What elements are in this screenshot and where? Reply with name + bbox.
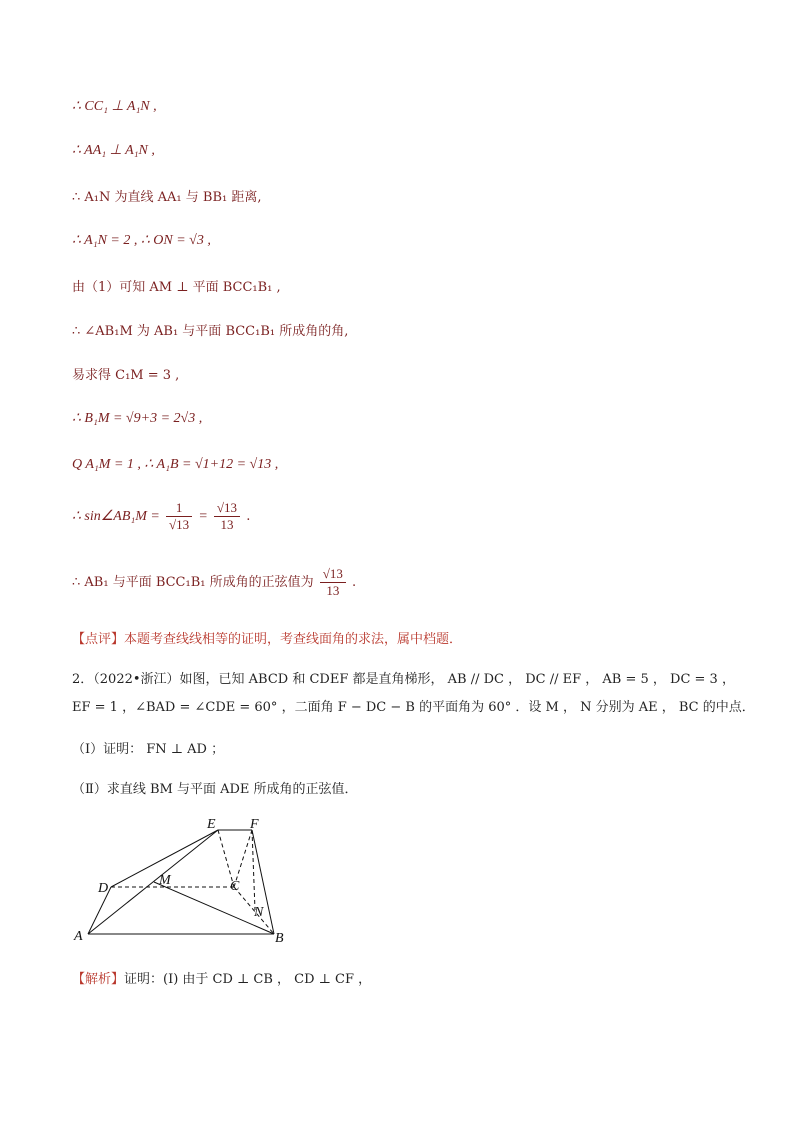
label-N: N [254,905,264,920]
frac-denominator: 13 [326,583,340,598]
label-B: B [275,931,284,946]
solution-text: 证明：(I) 由于 CD ⊥ CB ， CD ⊥ CF ， [124,972,372,987]
label-A: A [74,929,83,944]
frac-numerator: √13 [214,500,240,517]
label-F: F [250,817,259,832]
solution-tag: 【解析】 [72,972,125,987]
period: . [352,575,357,590]
problem-statement-line1: 2．（2022•浙江）如图，已知 ABCD 和 CDEF 都是直角梯形， AB // DC ， DC // EF ， AB = 5 ， DC = 3 ， [72,672,735,687]
sine-prefix: ∴ sin∠AB₁M = [72,509,160,524]
line-sine-result [72,566,356,599]
line-from-part1: 由（1）可知 AM ⊥ 平面 BCC₁B₁ , [72,280,281,295]
frac-numerator: √13 [320,566,346,583]
equals-sign: = [198,509,208,524]
result-prefix: ∴ AB₁ 与平面 BCC₁B₁ 所成角的正弦值为 [72,575,314,590]
label-D: D [98,881,109,896]
problem-statement-line2: EF = 1 ，∠BAD = ∠CDE = 60° ，二面角 F − DC − B 的平面角为 60° ．设 M ， N 分别为 AE ， BC 的中点． [72,700,755,715]
line-c1m: 易求得 C₁M = 3 , [72,368,180,383]
fraction-root13-over-13 [320,566,346,599]
label-C: C [230,879,240,894]
line-a1b: Q A₁M = 1 , ∴ A₁B = √1+12 = √13 , [72,457,279,472]
frac-denominator: 13 [220,517,234,532]
problem-part2: （Ⅱ）求直线 BM 与平面 ADE 所成角的正弦值． [72,782,358,797]
label-E: E [207,817,216,832]
frac-denominator: √13 [169,517,190,532]
line-angle-def: ∴ ∠AB₁M 为 AB₁ 与平面 BCC₁B₁ 所成角的角, [72,324,349,339]
frac-numerator: 1 [166,500,192,517]
line-a1n-value: ∴ A₁N = 2 , ∴ ON = √3 , [72,233,211,248]
solution-line [72,968,371,987]
geometry-figure [70,812,300,948]
fraction-root13-over-13 [214,500,240,533]
line-sine-calc [72,500,250,533]
line-b1m: ∴ B₁M = √9+3 = 2√3 , [72,411,203,426]
period: . [246,509,251,524]
label-M: M [159,873,171,888]
comment-note: 【点评】本题考查线线相等的证明，考查线面角的求法，属中档题． [72,632,463,647]
fraction-one-over-root13 [166,500,192,533]
line-aa1-perp: ∴ AA₁ ⊥ A₁N , [72,143,155,158]
line-cc1-perp: ∴ CC₁ ⊥ A₁N , [72,99,157,114]
line-distance: ∴ A₁N 为直线 AA₁ 与 BB₁ 距离, [72,190,262,205]
problem-part1: （Ⅰ）证明： FN ⊥ AD ； [72,742,225,757]
